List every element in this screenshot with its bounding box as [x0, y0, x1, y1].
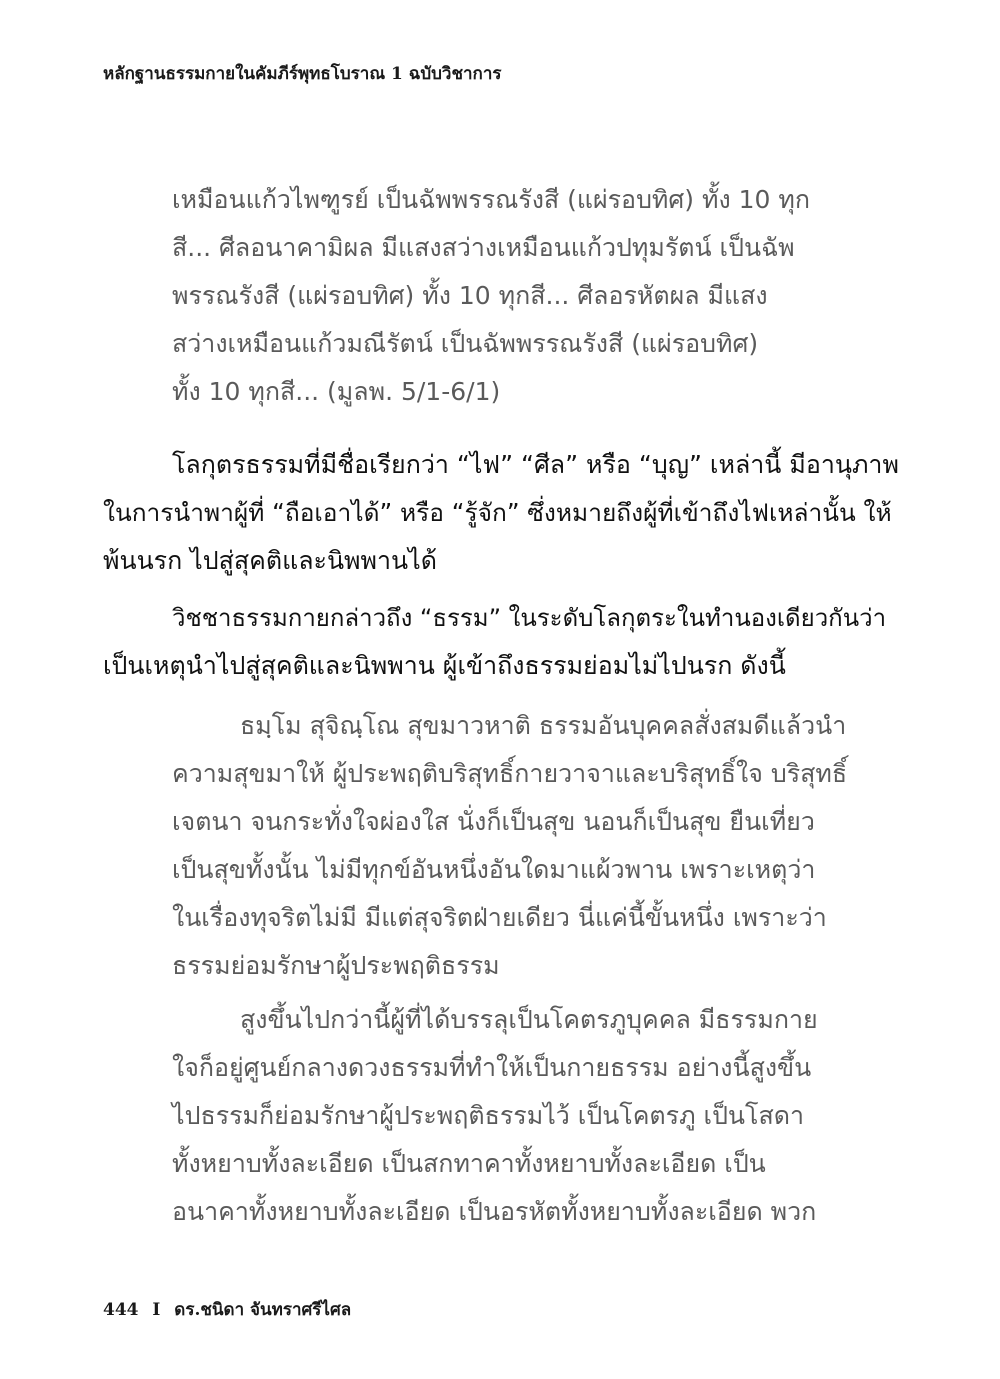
quote-line: อนาคาทั้งหยาบทั้งละเอียด เป็นอรหัตทั้งหยาบทั้งละเอียด พวก	[172, 1197, 817, 1226]
quote-line: ความสุขมาให้ ผู้ประพฤติบริสุทธิ์กายวาจาและบริสุทธิ์ใจ บริสุทธิ์	[172, 759, 848, 788]
quote-line: ใจก็อยู่ศูนย์กลางดวงธรรมที่ทำให้เป็นกายธรรม อย่างนี้สูงขึ้น	[172, 1053, 812, 1082]
quote-line: เจตนา จนกระทั่งใจผ่องใส นั่งก็เป็นสุข นอนก็เป็นสุข ยืนเที่ยว	[172, 807, 815, 836]
quote-line: ธมฺโม สุจิณฺโณ สุขมาวหาติ ธรรมอันบุคคลสั่งสมดีแล้วนำ	[240, 711, 847, 740]
footer-separator: I	[152, 1300, 161, 1320]
page-number: 444	[103, 1300, 139, 1320]
body-line: โลกุตรธรรมที่มีชื่อเรียกว่า “ไฟ” “ศีล” หรือ “บุญ” เหล่านี้ มีอานุภาพ	[172, 450, 899, 479]
quote-line: สว่างเหมือนแก้วมณีรัตน์ เป็นฉัพพรรณรังสี (แผ่รอบทิศ)	[172, 329, 759, 358]
page-footer	[103, 1296, 351, 1323]
quote-line: เป็นสุขทั้งนั้น ไม่มีทุกข์อันหนึ่งอันใดมาแผ้วพาน เพราะเหตุว่า	[172, 855, 816, 884]
quote-line: ไปธรรมก็ย่อมรักษาผู้ประพฤติธรรมไว้ เป็นโคตรภู เป็นโสดา	[172, 1101, 804, 1130]
author-name: ดร.ชนิดา จันทราศรีไศล	[174, 1300, 352, 1320]
quote-line: สูงขึ้นไปกว่านี้ผู้ที่ได้บรรลุเป็นโคตรภูบุคคล มีธรรมกาย	[240, 1005, 818, 1034]
quote-line: สี... ศีลอนาคามิผล มีแสงสว่างเหมือนแก้วปทุมรัตน์ เป็นฉัพ	[172, 233, 795, 262]
quote-line: ธรรมย่อมรักษาผู้ประพฤติธรรม	[172, 951, 500, 980]
quote-line: ทั้งหยาบทั้งละเอียด เป็นสกทาคาทั้งหยาบทั้งละเอียด เป็น	[172, 1149, 766, 1178]
quote-line: ในเรื่องทุจริตไม่มี มีแต่สุจริตฝ่ายเดียว นี่แค่นี้ขั้นหนึ่ง เพราะว่า	[172, 903, 827, 932]
quote-line: ทั้ง 10 ทุกสี... (มูลพ. 5/1-6/1)	[172, 377, 501, 406]
quote-line: เหมือนแก้วไพฑูรย์ เป็นฉัพพรรณรังสี (แผ่รอบทิศ) ทั้ง 10 ทุก	[172, 185, 810, 214]
body-line: วิชชาธรรมกายกล่าวถึง “ธรรม” ในระดับโลกุตระในทำนองเดียวกันว่า	[172, 604, 887, 632]
quote-line: พรรณรังสี (แผ่รอบทิศ) ทั้ง 10 ทุกสี... ศีลอรหัตผล มีแสง	[172, 281, 768, 310]
running-header: หลักฐานธรรมกายในคัมภีร์พุทธโบราณ 1 ฉบับวิชาการ	[103, 64, 502, 84]
body-line: ในการนำพาผู้ที่ “ถือเอาได้” หรือ “รู้จัก” ซึ่งหมายถึงผู้ที่เข้าถึงไฟเหล่านั้น ให้	[103, 498, 892, 527]
body-line: พ้นนรก ไปสู่สุคติและนิพพานได้	[103, 546, 437, 575]
body-line: เป็นเหตุนำไปสู่สุคติและนิพพาน ผู้เข้าถึงธรรมย่อมไม่ไปนรก ดังนี้	[103, 651, 786, 680]
